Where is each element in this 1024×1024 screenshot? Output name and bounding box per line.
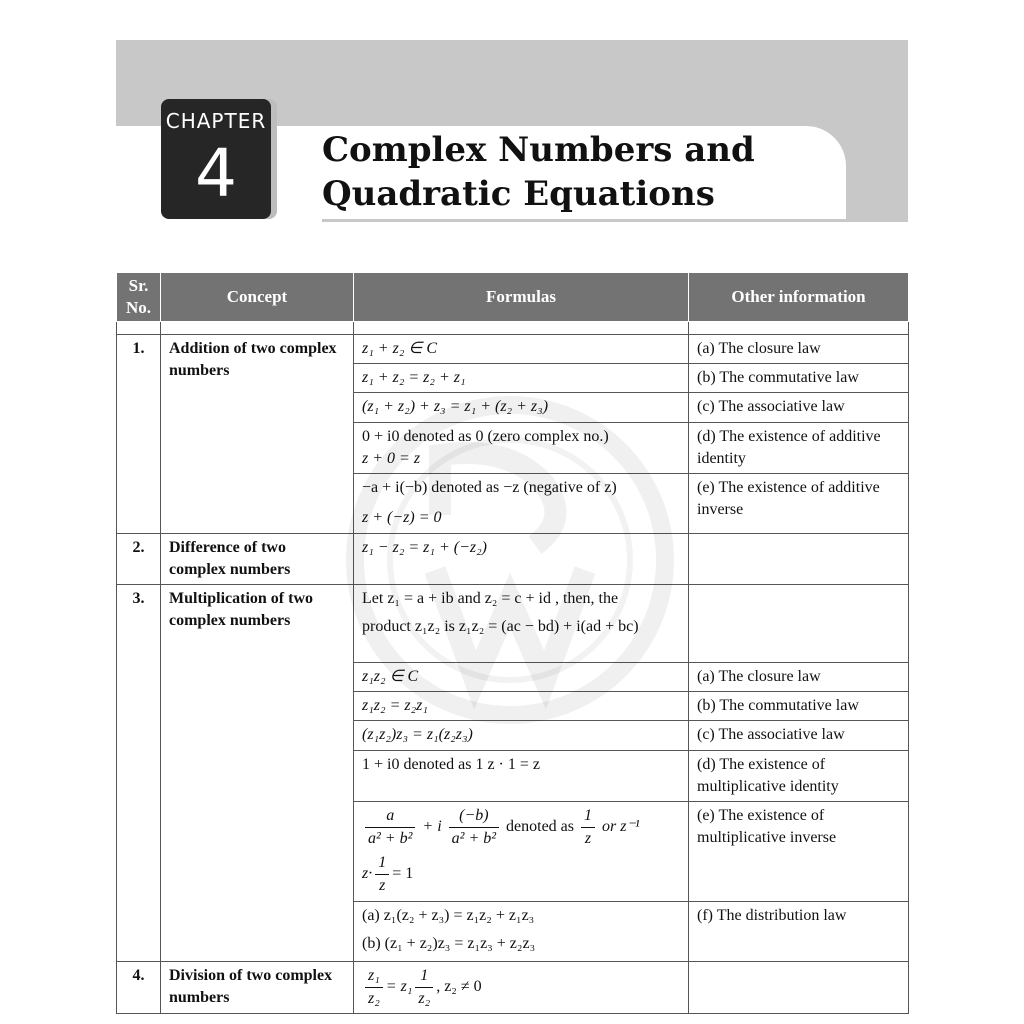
formula-cell: z₁ + z₂ = z₂ + z₁ (354, 364, 689, 393)
formula-cell: (z₁z₂)z₃ = z₁(z₂z₃) (354, 721, 689, 751)
fraction: $\frac{1}{\text{z₂}}$ (415, 965, 433, 1010)
title-line-1: Complex Numbers and (322, 130, 755, 170)
formula-line: 0 + i0 denoted as 0 (zero complex no.) (362, 428, 609, 445)
fraction: $\frac{1}{z}$ (581, 805, 595, 850)
info-cell: (d) The existence of additive identity (689, 423, 909, 474)
table-header-row (117, 273, 909, 322)
formula-cell (354, 474, 689, 534)
fraction: $\frac{a}{\text{a² + b²}}$ (365, 805, 415, 850)
row-sr: 4. (117, 962, 161, 1014)
math-text: , z₂ ≠ 0 (436, 978, 482, 996)
row-concept: Addition of two complex numbers (161, 335, 354, 534)
chapter-label: CHAPTER (165, 109, 267, 133)
table-row (117, 534, 909, 585)
row-concept: Difference of two complex numbers (161, 534, 354, 585)
chapter-badge (161, 99, 271, 219)
info-cell: (f) The distribution law (689, 902, 909, 962)
formula-cell: (z₁ + z₂) + z₃ = z₁ + (z₂ + z₃) (354, 393, 689, 423)
formula-cell (354, 585, 689, 663)
info-cell (689, 534, 909, 585)
formula-cell (354, 802, 689, 902)
row-concept: Multiplication of two complex numbers (161, 585, 354, 962)
math-text: or z⁻¹ (602, 818, 640, 836)
math-text: z· (362, 865, 373, 883)
col-header-concept: Concept (161, 273, 354, 322)
formula-line: Let z₁ = a + ib and z₂ = c + id , then, the (362, 590, 619, 607)
chapter-number: 4 (195, 135, 237, 212)
formula-cell: z₁z₂ = z₂z₁ (354, 692, 689, 721)
info-cell (689, 962, 909, 1014)
formula-line: −a + i(−b) denoted as −z (negative of z) (362, 479, 617, 496)
info-cell: (e) The existence of additive inverse (689, 474, 909, 534)
header-rule (322, 219, 908, 222)
fraction: $\frac{1}{z}$ (375, 852, 389, 897)
fraction: $\frac{(-b)}{\text{a² + b²}}$ (449, 805, 499, 850)
row-sr: 3. (117, 585, 161, 962)
info-cell: (e) The existence of multiplicative inverse (689, 802, 909, 902)
formula-cell: 1 + i0 denoted as 1 z · 1 = z (354, 751, 689, 802)
math-text: denoted as (506, 818, 575, 836)
info-cell: (d) The existence of multiplicative identity (689, 751, 909, 802)
row-concept: Division of two complex numbers (161, 962, 354, 1014)
formula-line: (a) z₁(z₂ + z₃) = z₁z₂ + z₁z₃ (362, 907, 535, 924)
row-sr: 1. (117, 335, 161, 534)
fraction: $\frac{\text{z₁}}{\text{z₂}}$ (365, 965, 383, 1010)
info-cell: (a) The closure law (689, 335, 909, 364)
formula-cell (354, 962, 689, 1014)
math-text: + i (422, 818, 442, 836)
table-row (117, 585, 909, 663)
info-cell (689, 585, 909, 663)
info-cell: (c) The associative law (689, 721, 909, 751)
formula-cell: z₁z₂ ∈ C (354, 663, 689, 692)
formula-cell: z₁ + z₂ ∈ C (354, 335, 689, 364)
concept-table (116, 272, 909, 1014)
math-text: = 1 (392, 865, 414, 883)
row-sr: 2. (117, 534, 161, 585)
math-text: = z₁ (385, 978, 413, 996)
formula-line: product z₁z₂ is z₁z₂ = (ac − bd) + i(ad + bc) (362, 618, 639, 635)
col-header-other-info: Other information (689, 273, 909, 322)
title-line-2: Quadratic Equations (322, 174, 715, 214)
formula-line: z + 0 = z (362, 450, 421, 467)
formula-line: z + (−z) = 0 (362, 509, 442, 526)
formula-cell (354, 902, 689, 962)
formula-line (362, 805, 680, 850)
col-header-sr: Sr. No. (117, 273, 161, 322)
formula-cell: z₁ − z₂ = z₁ + (−z₂) (354, 534, 689, 585)
formula-cell (354, 423, 689, 474)
info-cell: (b) The commutative law (689, 364, 909, 393)
table-row (117, 962, 909, 1014)
formula-line (362, 852, 680, 897)
info-cell: (a) The closure law (689, 663, 909, 692)
formula-line: (b) (z₁ + z₂)z₃ = z₁z₃ + z₂z₃ (362, 935, 536, 952)
col-header-formulas: Formulas (354, 273, 689, 322)
table-row (117, 335, 909, 364)
info-cell: (c) The associative law (689, 393, 909, 423)
info-cell: (b) The commutative law (689, 692, 909, 721)
chapter-title (322, 128, 842, 216)
